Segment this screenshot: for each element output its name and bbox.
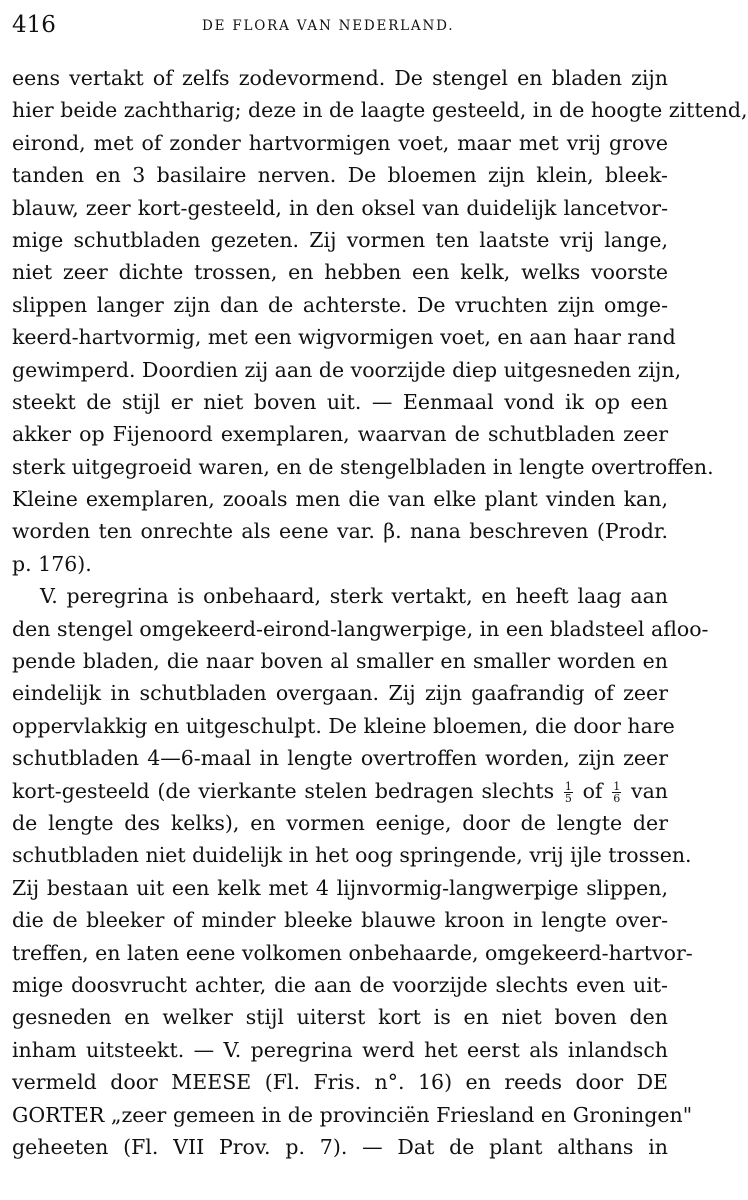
text-line: mige doosvrucht achter, die aan de voorzijde slechts even uit- [12, 972, 668, 997]
text-line: keerd-hartvormig, met een wigvormigen voet, en aan haar rand [12, 325, 676, 350]
text-line: schutbladen 4—6-maal in lengte overtroffen worden, zijn zeer [12, 746, 668, 771]
text-line: eens vertakt of zelfs zodevormend. De stengel en bladen zijn [12, 66, 668, 90]
text-line: Zij bestaan uit een kelk met 4 lijnvormig-langwerpige slippen, [12, 875, 668, 900]
text-line: eindelijk in schutbladen overgaan. Zij zijn gaafrandig of zeer [12, 681, 668, 706]
text-line: den stengel omgekeerd-eirond-langwerpige, in een bladsteel afloo- [12, 616, 709, 641]
text-line: treffen, en laten eene volkomen onbehaarde, omgekeerd-hartvor- [12, 940, 693, 965]
text-line: niet zeer dichte trossen, en hebben een kelk, welks voorste [12, 260, 668, 285]
text-line [12, 775, 668, 807]
text-line: pende bladen, die naar boven al smaller en smaller worden en [12, 649, 668, 674]
text-line: vermeld door MEESE (Fl. Fris. n°. 16) en reeds door DE [12, 1070, 668, 1095]
body-text [12, 58, 748, 1163]
text-line: geheeten (Fl. VII Prov. p. 7). — Dat de plant althans in [12, 1134, 668, 1159]
text-line: GORTER „zeer gemeen in de provinciën Friesland en Groningen" [12, 1102, 693, 1127]
fraction-denominator: 6 [613, 791, 621, 805]
text-line: mige schutbladen gezeten. Zij vormen ten laatste vrij lange, [12, 227, 668, 252]
text-line: oppervlakkig en uitgeschulpt. De kleine bloemen, die door hare [12, 713, 675, 738]
text-line: gesneden en welker stijl uiterst kort is en niet boven den [12, 1005, 668, 1030]
fraction [612, 781, 621, 804]
page-header [12, 0, 668, 58]
text-line: steekt de stijl er niet boven uit. — Eenmaal vond ik op een [12, 389, 668, 414]
text-line: Kleine exemplaren, zooals men die van elke plant vinden kan, [12, 487, 668, 512]
text-line: p. 176). [12, 551, 92, 576]
fraction [564, 781, 573, 804]
page-number: 416 [12, 12, 56, 38]
text-line: eirond, met of zonder hartvormigen voet, maar met vrij grove [12, 130, 668, 155]
text-line: V. peregrina is onbehaard, sterk vertakt, en heeft laag aan [40, 584, 668, 609]
text-line: sterk uitgegroeid waren, en de stengelbladen in lengte overtroffen. [12, 454, 714, 479]
text-line: gewimperd. Doordien zij aan de voorzijde diep uitgesneden zijn, [12, 357, 682, 382]
text-line: worden ten onrechte als eene var. β. nana beschreven (Prodr. [12, 519, 668, 544]
fraction-numerator: 1 [564, 779, 572, 793]
text-line: schutbladen niet duidelijk in het oog springende, vrij ijle trossen. [12, 843, 692, 868]
line-segment: kort-gesteeld (de vierkante stelen bedragen slechts [12, 778, 555, 803]
text-line: hier beide zachtharig; deze in de laagte gesteeld, in de hoogte zittend, [12, 98, 748, 123]
running-title: DE FLORA VAN NEDERLAND. [202, 18, 455, 34]
text-line: blauw, zeer kort-gesteeld, in den oksel van duidelijk lancetvor- [12, 195, 668, 220]
line-segment: van [630, 778, 668, 803]
text-line: die de bleeker of minder bleeke blauwe kroon in lengte over- [12, 908, 668, 933]
text-line: akker op Fijenoord exemplaren, waarvan de schutbladen zeer [12, 422, 668, 447]
text-line: tanden en 3 basilaire nerven. De bloemen zijn klein, bleek- [12, 163, 668, 188]
fraction-denominator: 5 [564, 791, 572, 805]
fraction-numerator: 1 [613, 779, 621, 793]
text-line: de lengte des kelks), en vormen eenige, door de lengte der [12, 810, 668, 835]
text-line: slippen langer zijn dan de achterste. De vruchten zijn omge- [12, 292, 668, 317]
line-segment: of [582, 778, 603, 803]
text-line: inham uitsteekt. — V. peregrina werd het eerst als inlandsch [12, 1037, 668, 1062]
